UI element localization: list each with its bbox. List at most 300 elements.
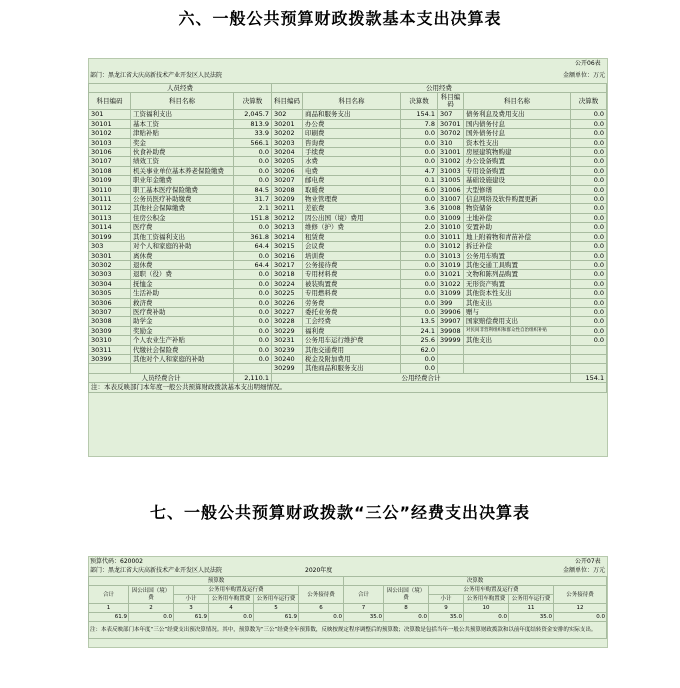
- subject-name: 办公费: [303, 119, 401, 128]
- three-public-table: [88, 576, 607, 639]
- amount-cell: 33.9: [234, 129, 272, 138]
- value-cell: 0.0: [299, 613, 344, 622]
- subject-code: 31012: [438, 242, 464, 251]
- amount-cell: 3.6: [401, 204, 438, 213]
- subject-code: 30224: [272, 279, 303, 288]
- amount-cell: 0.0: [401, 279, 438, 288]
- subject-name: 税金及附加费用: [303, 354, 401, 363]
- subject-code: 30102: [89, 129, 131, 138]
- department-label-2: 部门：黑龙江省大庆高新技术产业开发区人民法院: [90, 567, 223, 574]
- amount-cell: 62.0: [401, 345, 438, 354]
- amount-cell: 64.4: [234, 242, 272, 251]
- amount-cell: 31.7: [234, 195, 272, 204]
- table-row: [89, 129, 607, 138]
- subject-code: 30208: [272, 185, 303, 194]
- basic-expenditure-table: [88, 83, 607, 393]
- value-cell: 0.0: [129, 613, 174, 622]
- amount-cell: 0.0: [234, 223, 272, 232]
- subject-name: 抚恤金: [131, 279, 234, 288]
- header-subtotal: 小计: [174, 595, 209, 604]
- subject-name: 委托业务费: [303, 307, 401, 316]
- column-number: 12: [554, 604, 607, 613]
- table-row: [89, 279, 607, 288]
- subject-name: 劳务费: [303, 298, 401, 307]
- subject-code: 30112: [89, 204, 131, 213]
- subject-name: 职业年金缴费: [131, 176, 234, 185]
- subject-code: 30207: [272, 176, 303, 185]
- amount-cell: 0.0: [234, 326, 272, 335]
- value-cell: 0.0: [384, 613, 429, 622]
- subject-code: 31011: [438, 232, 464, 241]
- subject-name: 个人农业生产补贴: [131, 336, 234, 345]
- table-row: [89, 307, 607, 316]
- subject-code: 31022: [438, 279, 464, 288]
- amount-cell: 0.0: [571, 204, 607, 213]
- subject-name: 其他对个人和家庭的补助: [131, 354, 234, 363]
- column-number: 11: [509, 604, 554, 613]
- subject-code: 30214: [272, 232, 303, 241]
- subject-code: 39906: [438, 307, 464, 316]
- amount-cell: 0.0: [234, 148, 272, 157]
- subject-code: 30215: [272, 242, 303, 251]
- subject-name: 商品和服务支出: [303, 110, 401, 119]
- table-row: [89, 213, 607, 222]
- budget-header: 预算数: [89, 577, 344, 586]
- subject-name: 手续费: [303, 148, 401, 157]
- header-code: 科目编码: [89, 93, 131, 110]
- subject-name: 医疗费补助: [131, 307, 234, 316]
- subject-code: 30205: [272, 157, 303, 166]
- subject-name: 基础设施建设: [464, 176, 571, 185]
- header-total: 合计: [89, 586, 129, 604]
- subject-code: 31009: [438, 213, 464, 222]
- column-number: 3: [174, 604, 209, 613]
- amount-cell: 0.0: [401, 138, 438, 147]
- value-cell: 61.9: [174, 613, 209, 622]
- personnel-total-label: 人员经费合计: [89, 373, 234, 382]
- amount-cell: 0.0: [401, 307, 438, 316]
- column-number: 5: [254, 604, 299, 613]
- amount-cell: 0.0: [571, 317, 607, 326]
- amount-cell: 0.0: [401, 148, 438, 157]
- amount-cell: 0.0: [234, 157, 272, 166]
- form-number: 公开06表: [575, 60, 601, 67]
- subject-code: 30216: [272, 251, 303, 260]
- amount-cell: 0.0: [234, 270, 272, 279]
- section1-title: 六、一般公共预算财政拨款基本支出决算表: [178, 9, 502, 28]
- header-abroad: 因公出国（境）费: [129, 586, 174, 604]
- subject-name: 对个人和家庭的补助: [131, 242, 234, 251]
- header-amount: 决算数: [234, 93, 272, 110]
- subject-code: 30103: [89, 138, 131, 147]
- amount-cell: [571, 345, 607, 354]
- subject-name: 离休费: [131, 251, 234, 260]
- subject-code: 30306: [89, 298, 131, 307]
- table-row: [89, 336, 607, 345]
- value-cell: 61.9: [89, 613, 129, 622]
- subject-name: 水费: [303, 157, 401, 166]
- subject-code: 310: [438, 138, 464, 147]
- table-row: [89, 157, 607, 166]
- amount-cell: 0.0: [234, 354, 272, 363]
- subject-code: 31008: [438, 204, 464, 213]
- subject-name: [464, 354, 571, 363]
- header-reception: 公务接待费: [299, 586, 344, 604]
- table-row: [89, 270, 607, 279]
- amount-cell: 0.0: [571, 279, 607, 288]
- subject-code: 30301: [89, 251, 131, 260]
- subject-name: 住房公积金: [131, 213, 234, 222]
- subject-name: 国家赔偿费用支出: [464, 317, 571, 326]
- subject-name: 文物和陈列品购置: [464, 270, 571, 279]
- header-reception: 公务接待费: [554, 586, 607, 604]
- subject-name: 津贴补贴: [131, 129, 234, 138]
- subject-name: 对民间非营利组织和群众性自治组织补贴: [464, 326, 571, 335]
- subject-name: 机关事业单位基本养老保险缴费: [131, 166, 234, 175]
- subject-code: 30240: [272, 354, 303, 363]
- subject-name: 其他支出: [464, 336, 571, 345]
- subject-code: 30218: [272, 270, 303, 279]
- public-header: 公用经费: [272, 84, 607, 93]
- amount-cell: 0.0: [401, 260, 438, 269]
- subject-name: 地上附着物和青苗补偿: [464, 232, 571, 241]
- subject-code: 30206: [272, 166, 303, 175]
- column-number: 1: [89, 604, 129, 613]
- table-row: [89, 166, 607, 175]
- subject-name: 专用设备购置: [464, 166, 571, 175]
- table-row: [89, 326, 607, 335]
- column-number: 4: [209, 604, 254, 613]
- subject-code: 303: [89, 242, 131, 251]
- subject-name: 代缴社会保险费: [131, 345, 234, 354]
- subject-code: 30204: [272, 148, 303, 157]
- value-cell: 0.0: [209, 613, 254, 622]
- subject-name: 医疗费: [131, 223, 234, 232]
- subject-name: 助学金: [131, 317, 234, 326]
- amount-cell: 0.0: [571, 270, 607, 279]
- subject-code: [89, 364, 131, 373]
- subject-name: 安置补助: [464, 223, 571, 232]
- amount-cell: 84.5: [234, 185, 272, 194]
- header-code: 科目编码: [438, 93, 464, 110]
- subject-code: [438, 364, 464, 373]
- amount-cell: 0.0: [571, 129, 607, 138]
- subject-name: 拆迁补偿: [464, 242, 571, 251]
- amount-cell: 0.0: [401, 289, 438, 298]
- subject-code: 30304: [89, 279, 131, 288]
- subject-name: 电费: [303, 166, 401, 175]
- subject-name: 资本性支出: [464, 138, 571, 147]
- header-amount: 决算数: [571, 93, 607, 110]
- amount-cell: 0.0: [571, 119, 607, 128]
- subject-code: 30212: [272, 213, 303, 222]
- subject-code: 31002: [438, 157, 464, 166]
- subject-name: 国内债务付息: [464, 119, 571, 128]
- header-total: 合计: [344, 586, 384, 604]
- subject-name: 公务用车运行维护费: [303, 336, 401, 345]
- subject-name: 物业管理费: [303, 195, 401, 204]
- amount-cell: 0.1: [401, 176, 438, 185]
- amount-cell: 24.1: [401, 326, 438, 335]
- header-subtotal: 小计: [429, 595, 464, 604]
- amount-cell: 6.0: [401, 185, 438, 194]
- subject-code: 30213: [272, 223, 303, 232]
- unit-label: 金额单位：万元: [563, 72, 606, 79]
- table-row: [89, 148, 607, 157]
- subject-name: 信息网络及软件购置更新: [464, 195, 571, 204]
- subject-name: 专用材料费: [303, 270, 401, 279]
- subject-code: 30229: [272, 326, 303, 335]
- subject-name: 因公出国（境）费用: [303, 213, 401, 222]
- subject-code: 302: [272, 110, 303, 119]
- subject-code: 30309: [89, 326, 131, 335]
- amount-cell: 0.0: [234, 317, 272, 326]
- column-number: 6: [299, 604, 344, 613]
- amount-cell: 64.4: [234, 260, 272, 269]
- amount-cell: 2.1: [234, 204, 272, 213]
- header-name: 科目名称: [131, 93, 234, 110]
- subject-code: 30217: [272, 260, 303, 269]
- amount-cell: 0.0: [571, 157, 607, 166]
- subject-code: [438, 354, 464, 363]
- subject-name: 大型修缮: [464, 185, 571, 194]
- amount-cell: 0.0: [401, 242, 438, 251]
- subject-name: 其他工资福利支出: [131, 232, 234, 241]
- subject-name: 邮电费: [303, 176, 401, 185]
- subject-name: [464, 364, 571, 373]
- column-number: 9: [429, 604, 464, 613]
- subject-code: 30307: [89, 307, 131, 316]
- table-row: [89, 354, 607, 363]
- amount-cell: 0.0: [571, 195, 607, 204]
- amount-cell: 4.7: [401, 166, 438, 175]
- value-cell: 61.9: [254, 613, 299, 622]
- subject-code: 30101: [89, 119, 131, 128]
- amount-cell: 7.8: [401, 119, 438, 128]
- subject-name: 债务利息及费用支出: [464, 110, 571, 119]
- final-header: 决算数: [344, 577, 607, 586]
- subject-code: 31007: [438, 195, 464, 204]
- subject-name: 福利费: [303, 326, 401, 335]
- amount-cell: 0.0: [571, 232, 607, 241]
- header-abroad: 因公出国（境）费: [384, 586, 429, 604]
- subject-name: 奖励金: [131, 326, 234, 335]
- subject-code: [438, 345, 464, 354]
- subject-code: 301: [89, 110, 131, 119]
- table-row: [89, 195, 607, 204]
- amount-cell: 25.6: [401, 336, 438, 345]
- table-note: 注：本表反映部门本年度一般公共预算财政拨款基本支出明细情况。: [89, 383, 607, 392]
- table-row: [89, 298, 607, 307]
- amount-cell: 2,045.7: [234, 110, 272, 119]
- table-note-2: 注：本表反映部门本年度“三公”经费支出预决算情况。其中，预算数为“三公”经费全年预算数，反映按规定程序调整后的预算数；决算数是包括当年一般公共预算财政拨款和以前年度结转资金安排的实际支出。: [89, 622, 607, 639]
- amount-cell: 0.0: [571, 138, 607, 147]
- unit-label-2: 金额单位：万元: [563, 567, 606, 574]
- amount-cell: 0.0: [571, 289, 607, 298]
- subject-code: 30310: [89, 336, 131, 345]
- subject-code: 307: [438, 110, 464, 119]
- subject-name: 其他交通工具购置: [464, 260, 571, 269]
- amount-cell: 0.0: [401, 270, 438, 279]
- header-purchase: 公务用车购置费: [464, 595, 509, 604]
- amount-cell: 151.8: [234, 213, 272, 222]
- subject-name: 租赁费: [303, 232, 401, 241]
- amount-cell: 0.0: [234, 298, 272, 307]
- amount-cell: 0.0: [234, 289, 272, 298]
- column-number: 7: [344, 604, 384, 613]
- subject-code: 30211: [272, 204, 303, 213]
- amount-cell: 0.0: [571, 307, 607, 316]
- subject-code: 31010: [438, 223, 464, 232]
- amount-cell: 0.0: [571, 326, 607, 335]
- subject-code: 30299: [272, 364, 303, 373]
- subject-code: 30305: [89, 289, 131, 298]
- subject-code: 31006: [438, 185, 464, 194]
- public-total-label: 公用经费合计: [272, 373, 571, 382]
- subject-name: 咨询费: [303, 138, 401, 147]
- amount-cell: 0.0: [571, 148, 607, 157]
- table-row: [89, 317, 607, 326]
- subject-name: 职工基本医疗保险缴费: [131, 185, 234, 194]
- subject-name: 印刷费: [303, 129, 401, 138]
- subject-name: 被装购置费: [303, 279, 401, 288]
- subject-name: 工会经费: [303, 317, 401, 326]
- amount-cell: 0.0: [234, 345, 272, 354]
- subject-code: 39908: [438, 326, 464, 335]
- subject-code: 30228: [272, 317, 303, 326]
- subject-name: 赠与: [464, 307, 571, 316]
- subject-code: 31005: [438, 176, 464, 185]
- value-cell: 35.0: [509, 613, 554, 622]
- subject-code: 30109: [89, 176, 131, 185]
- amount-cell: 0.0: [571, 185, 607, 194]
- column-number: 2: [129, 604, 174, 613]
- amount-cell: 0.0: [401, 298, 438, 307]
- public-total: 154.1: [571, 373, 607, 382]
- amount-cell: 0.0: [571, 298, 607, 307]
- subject-name: 办公设备购置: [464, 157, 571, 166]
- amount-cell: 0.0: [234, 166, 272, 175]
- table-row: [89, 138, 607, 147]
- subject-code: 30702: [438, 129, 464, 138]
- subject-name: 培训费: [303, 251, 401, 260]
- subject-name: 退休费: [131, 260, 234, 269]
- subject-code: 399: [438, 298, 464, 307]
- amount-cell: 0.0: [401, 129, 438, 138]
- subject-code: 30199: [89, 232, 131, 241]
- subject-name: 绩效工资: [131, 157, 234, 166]
- subject-code: 39907: [438, 317, 464, 326]
- amount-cell: 0.0: [234, 176, 272, 185]
- form-number-2: 公开07表: [575, 558, 601, 565]
- header-name: 科目名称: [464, 93, 571, 110]
- amount-cell: 154.1: [401, 110, 438, 119]
- personnel-total: 2,110.1: [234, 373, 272, 382]
- subject-name: [131, 364, 234, 373]
- amount-cell: 0.0: [571, 213, 607, 222]
- subject-code: 31019: [438, 260, 464, 269]
- subject-name: 工资福利支出: [131, 110, 234, 119]
- subject-code: 30106: [89, 148, 131, 157]
- amount-cell: 0.0: [571, 110, 607, 119]
- subject-code: 30108: [89, 166, 131, 175]
- subject-code: 31001: [438, 148, 464, 157]
- amount-cell: 0.0: [571, 242, 607, 251]
- subject-code: 30303: [89, 270, 131, 279]
- header-purchase: 公务用车购置费: [209, 595, 254, 604]
- amount-cell: 0.0: [571, 260, 607, 269]
- value-cell: 35.0: [429, 613, 464, 622]
- subject-code: 30239: [272, 345, 303, 354]
- amount-cell: 2.0: [401, 223, 438, 232]
- amount-cell: 0.0: [401, 195, 438, 204]
- amount-cell: [234, 364, 272, 373]
- header-vehicle: 公务用车购置及运行费: [429, 586, 554, 595]
- year-label: 2020年度: [305, 567, 333, 574]
- subject-name: 退职（役）费: [131, 270, 234, 279]
- subject-name: 救济费: [131, 298, 234, 307]
- table-row: [89, 232, 607, 241]
- subject-code: 31003: [438, 166, 464, 175]
- value-cell: 35.0: [344, 613, 384, 622]
- subject-name: 基本工资: [131, 119, 234, 128]
- amount-cell: 0.0: [571, 176, 607, 185]
- budget-code: 预算代码：620002: [90, 558, 143, 565]
- table-row: [89, 185, 607, 194]
- column-number: 8: [384, 604, 429, 613]
- table-row: [89, 204, 607, 213]
- subject-code: 30203: [272, 138, 303, 147]
- subject-name: 公务接待费: [303, 260, 401, 269]
- amount-cell: [571, 354, 607, 363]
- subject-code: 30225: [272, 289, 303, 298]
- table-row: [89, 176, 607, 185]
- subject-name: 无形资产购置: [464, 279, 571, 288]
- amount-cell: 0.0: [571, 336, 607, 345]
- amount-cell: 0.0: [401, 354, 438, 363]
- header-operation: 公务用车运行费: [509, 595, 554, 604]
- amount-cell: 0.0: [571, 166, 607, 175]
- subject-name: 其他支出: [464, 298, 571, 307]
- header-vehicle: 公务用车购置及运行费: [174, 586, 299, 595]
- personnel-header: 人员经费: [89, 84, 272, 93]
- amount-cell: 0.0: [401, 213, 438, 222]
- table-row: [89, 345, 607, 354]
- table-row: [89, 260, 607, 269]
- subject-code: 31013: [438, 251, 464, 260]
- subject-code: 30111: [89, 195, 131, 204]
- subject-code: 30209: [272, 195, 303, 204]
- amount-cell: 361.8: [234, 232, 272, 241]
- amount-cell: 566.1: [234, 138, 272, 147]
- table-row: [89, 289, 607, 298]
- amount-cell: [571, 364, 607, 373]
- subject-name: 公务用车购置: [464, 251, 571, 260]
- table-row: [89, 364, 607, 373]
- subject-name: 奖金: [131, 138, 234, 147]
- subject-name: 其他资本性支出: [464, 289, 571, 298]
- subject-code: 30231: [272, 336, 303, 345]
- amount-cell: 0.0: [234, 307, 272, 316]
- subject-code: 30202: [272, 129, 303, 138]
- subject-name: 其他商品和服务支出: [303, 364, 401, 373]
- subject-name: 公务员医疗补助缴费: [131, 195, 234, 204]
- subject-name: 国外债务付息: [464, 129, 571, 138]
- table-row: [89, 110, 607, 119]
- subject-name: 其他交通费用: [303, 345, 401, 354]
- subject-code: 30227: [272, 307, 303, 316]
- amount-cell: 0.0: [401, 157, 438, 166]
